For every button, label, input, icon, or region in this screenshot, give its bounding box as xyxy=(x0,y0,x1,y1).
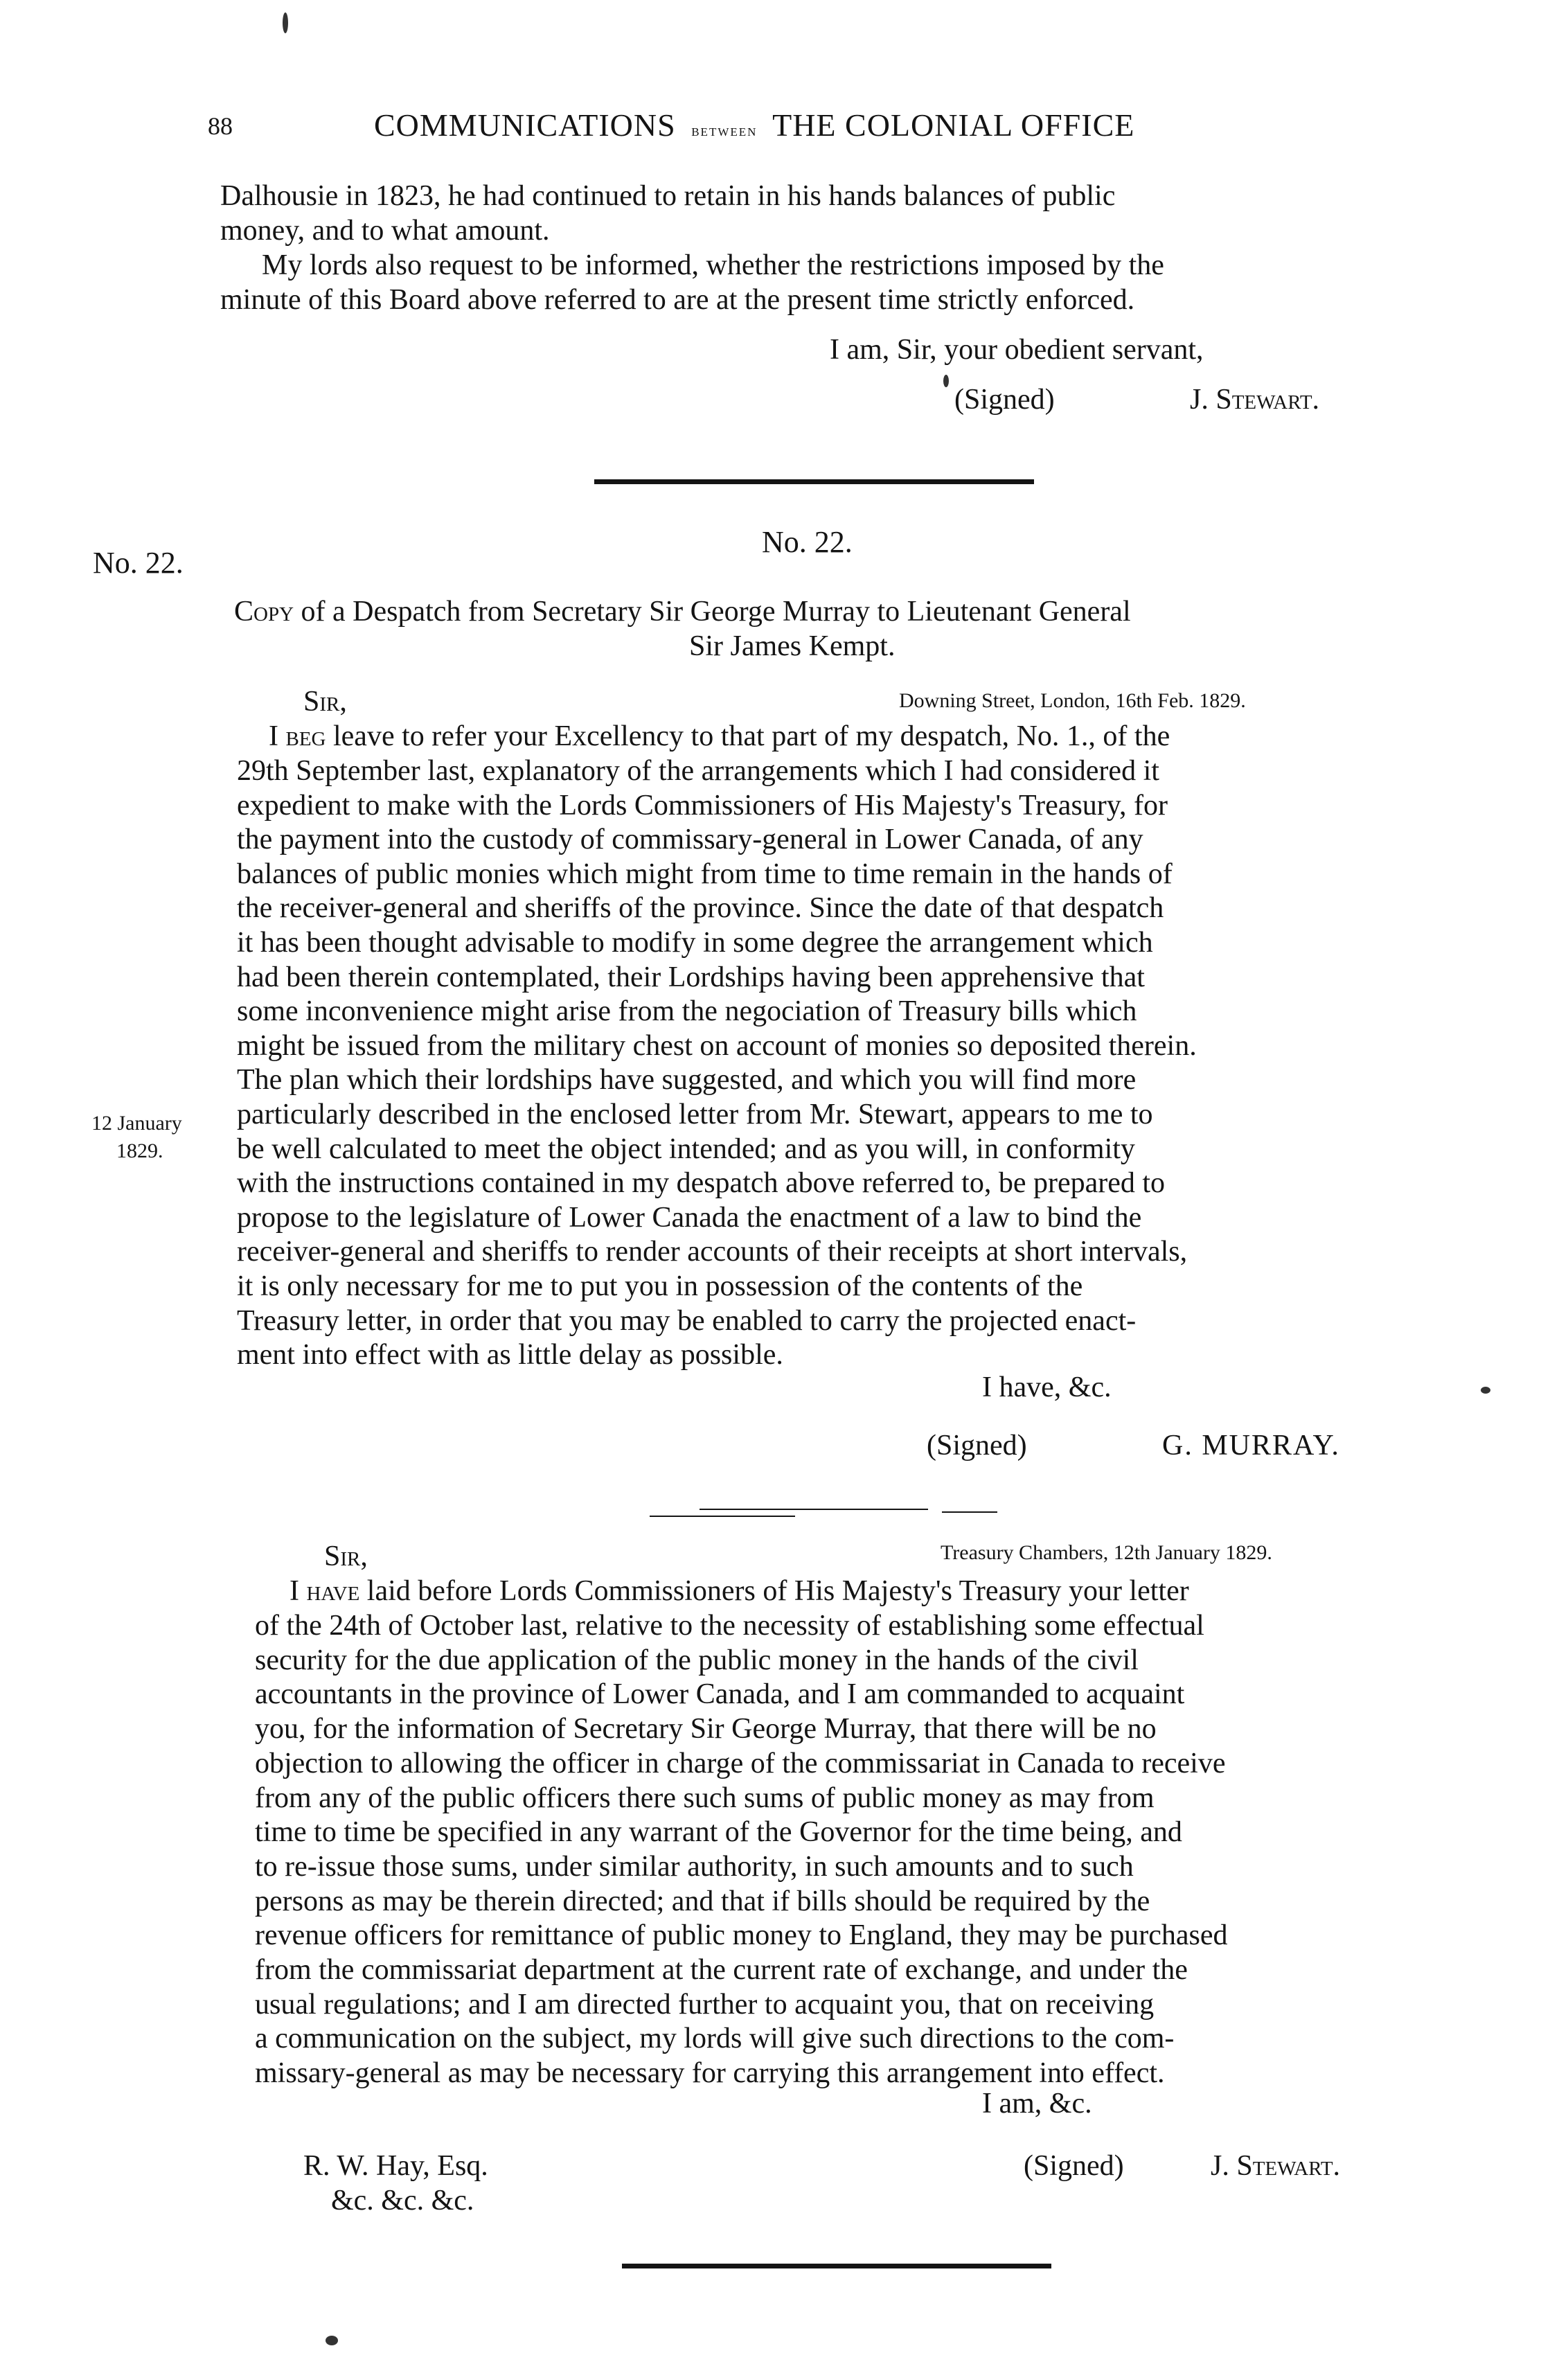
despatch-body-line: it has been thought advisable to modify in some degree the arrangement which xyxy=(237,927,1153,959)
treasury-dateline: Treasury Chambers, 12th January 1829. xyxy=(941,1541,1272,1564)
treasury-opening-cap: I have xyxy=(290,1575,360,1607)
despatch-signer: G. MURRAY. xyxy=(1162,1430,1340,1462)
header-title-right: THE COLONIAL OFFICE xyxy=(772,107,1135,143)
despatch-signed: (Signed) xyxy=(927,1430,1027,1462)
scan-speck xyxy=(283,12,288,33)
despatch-title-line-2: Sir James Kempt. xyxy=(689,630,896,662)
treasury-body-line: security for the due application of the public money in the hands of the civil xyxy=(255,1644,1139,1676)
letter-divider-left xyxy=(650,1516,795,1517)
despatch-body-line: be well calculated to meet the object intended; and as you will, in conformity xyxy=(237,1133,1135,1165)
header-title-left: COMMUNICATIONS xyxy=(374,107,676,143)
treasury-body-line: you, for the information of Secretary Sir George Murray, that there will be no xyxy=(255,1713,1157,1746)
margin-note-year: 1829. xyxy=(116,1139,163,1162)
treasury-signer: J. Stewart. xyxy=(1211,2150,1341,2182)
despatch-body-line: 29th September last, explanatory of the arrangements which I had considered it xyxy=(237,755,1159,787)
letter-divider-right xyxy=(942,1511,997,1513)
scan-speck xyxy=(326,2336,338,2345)
despatch-body-line: receiver-general and sheriffs to render accounts of their receipts at short intervals, xyxy=(237,1236,1188,1268)
treasury-body-line: usual regulations; and I am directed further to acquaint you, that on receiving xyxy=(255,1988,1155,2021)
page-number: 88 xyxy=(208,112,233,140)
top-letter-line-4: minute of this Board above referred to are at the present time strictly enforced. xyxy=(220,284,1135,316)
despatch-opening-cap: I beg xyxy=(269,720,326,752)
recipient-name: R. W. Hay, Esq. xyxy=(303,2150,488,2182)
header-title-between: between xyxy=(691,122,758,140)
treasury-body-line: objection to allowing the officer in charge of the commissariat in Canada to receive xyxy=(255,1747,1226,1779)
top-letter-line-3: My lords also request to be informed, whether the restrictions imposed by the xyxy=(262,249,1164,281)
treasury-body-line: of the 24th of October last, relative to the necessity of establishing some effectual xyxy=(255,1610,1204,1642)
recipient-etc: &c. &c. &c. xyxy=(331,2185,474,2217)
despatch-body-line: The plan which their lordships have suggested, and which you will find more xyxy=(237,1064,1137,1096)
despatch-body-line: expedient to make with the Lords Commissioners of His Majesty's Treasury, for xyxy=(237,789,1168,822)
treasury-body-line: accountants in the province of Lower Canada, and I am commanded to acquaint xyxy=(255,1678,1185,1711)
despatch-body-line: balances of public monies which might from time to time remain in the hands of xyxy=(237,858,1173,890)
treasury-body-line: revenue officers for remittance of public money to England, they may be purchased xyxy=(255,1919,1228,1952)
running-header xyxy=(374,107,1134,150)
despatch-body-line: ment into effect with as little delay as possible. xyxy=(237,1339,783,1371)
despatch-body-line: might be issued from the military chest on account of monies so deposited therein. xyxy=(237,1029,1197,1062)
despatch-body-line: it is only necessary for me to put you in possession of the contents of the xyxy=(237,1270,1083,1302)
despatch-closing: I have, &c. xyxy=(982,1371,1112,1403)
despatch-body-line: the payment into the custody of commissary-general in Lower Canada, of any xyxy=(237,824,1143,856)
scan-speck xyxy=(1481,1387,1490,1394)
treasury-body-line: from any of the public officers there such sums of public money as may from xyxy=(255,1782,1155,1814)
top-letter-signer: J. Stewart. xyxy=(1190,384,1320,416)
top-letter-signed: (Signed) xyxy=(954,384,1055,416)
closing-divider xyxy=(622,2264,1051,2268)
section-divider xyxy=(594,479,1034,484)
despatch-body-line: with the instructions contained in my despatch above referred to, be prepared to xyxy=(237,1167,1166,1200)
treasury-signed: (Signed) xyxy=(1024,2150,1124,2182)
treasury-body-line: from the commissariat department at the current rate of exchange, and under the xyxy=(255,1954,1188,1986)
despatch-opening-rest: leave to refer your Excellency to that part of my despatch, No. 1., of the xyxy=(326,720,1170,752)
despatch-title-cap: Copy xyxy=(234,596,294,628)
despatch-body-line: had been therein contemplated, their Lordships having been apprehensive that xyxy=(237,961,1145,993)
treasury-body-line: time to time be specified in any warrant of the Governor for the time being, and xyxy=(255,1816,1182,1849)
margin-note-date: 12 January xyxy=(91,1112,182,1135)
treasury-closing: I am, &c. xyxy=(982,2088,1092,2120)
treasury-opening-rest: laid before Lords Commissioners of His Majesty's Treasury your letter xyxy=(359,1575,1189,1607)
despatch-dateline: Downing Street, London, 16th Feb. 1829. xyxy=(899,689,1246,712)
treasury-body-line: persons as may be therein directed; and that if bills should be required by the xyxy=(255,1885,1150,1917)
despatch-body-line: particularly described in the enclosed letter from Mr. Stewart, appears to me to xyxy=(237,1099,1153,1130)
despatch-salutation: Sir, xyxy=(303,686,347,718)
scan-speck xyxy=(943,375,949,387)
despatch-body-line: some inconvenience might arise from the negociation of Treasury bills which xyxy=(237,995,1137,1028)
despatch-first-line xyxy=(269,719,1170,754)
top-letter-line-1: Dalhousie in 1823, he had continued to retain in his hands balances of public xyxy=(220,180,1116,212)
treasury-first-line xyxy=(290,1574,1189,1608)
despatch-body-line: the receiver-general and sheriffs of the province. Since the date of that despatch xyxy=(237,892,1164,925)
despatch-number: No. 22. xyxy=(762,525,853,559)
margin-despatch-number: No. 22. xyxy=(93,546,184,580)
despatch-title-rest: of a Despatch from Secretary Sir George Murray to Lieutenant General xyxy=(294,596,1131,628)
despatch-title-line-1 xyxy=(234,594,1131,629)
treasury-body-line: to re-issue those sums, under similar authority, in such amounts and to such xyxy=(255,1850,1134,1883)
despatch-body-line: propose to the legislature of Lower Canada the enactment of a law to bind the xyxy=(237,1201,1142,1234)
treasury-body-line: missary-general as may be necessary for carrying this arrangement into effect. xyxy=(255,2057,1165,2090)
top-letter-closing: I am, Sir, your obedient servant, xyxy=(830,334,1204,366)
letter-divider-mid xyxy=(700,1509,928,1510)
treasury-body-line: a communication on the subject, my lords will give such directions to the com- xyxy=(255,2023,1175,2055)
top-letter-line-2: money, and to what amount. xyxy=(220,215,550,247)
treasury-salutation: Sir, xyxy=(324,1540,368,1572)
despatch-body-line: Treasury letter, in order that you may be enabled to carry the projected enact- xyxy=(237,1304,1137,1337)
